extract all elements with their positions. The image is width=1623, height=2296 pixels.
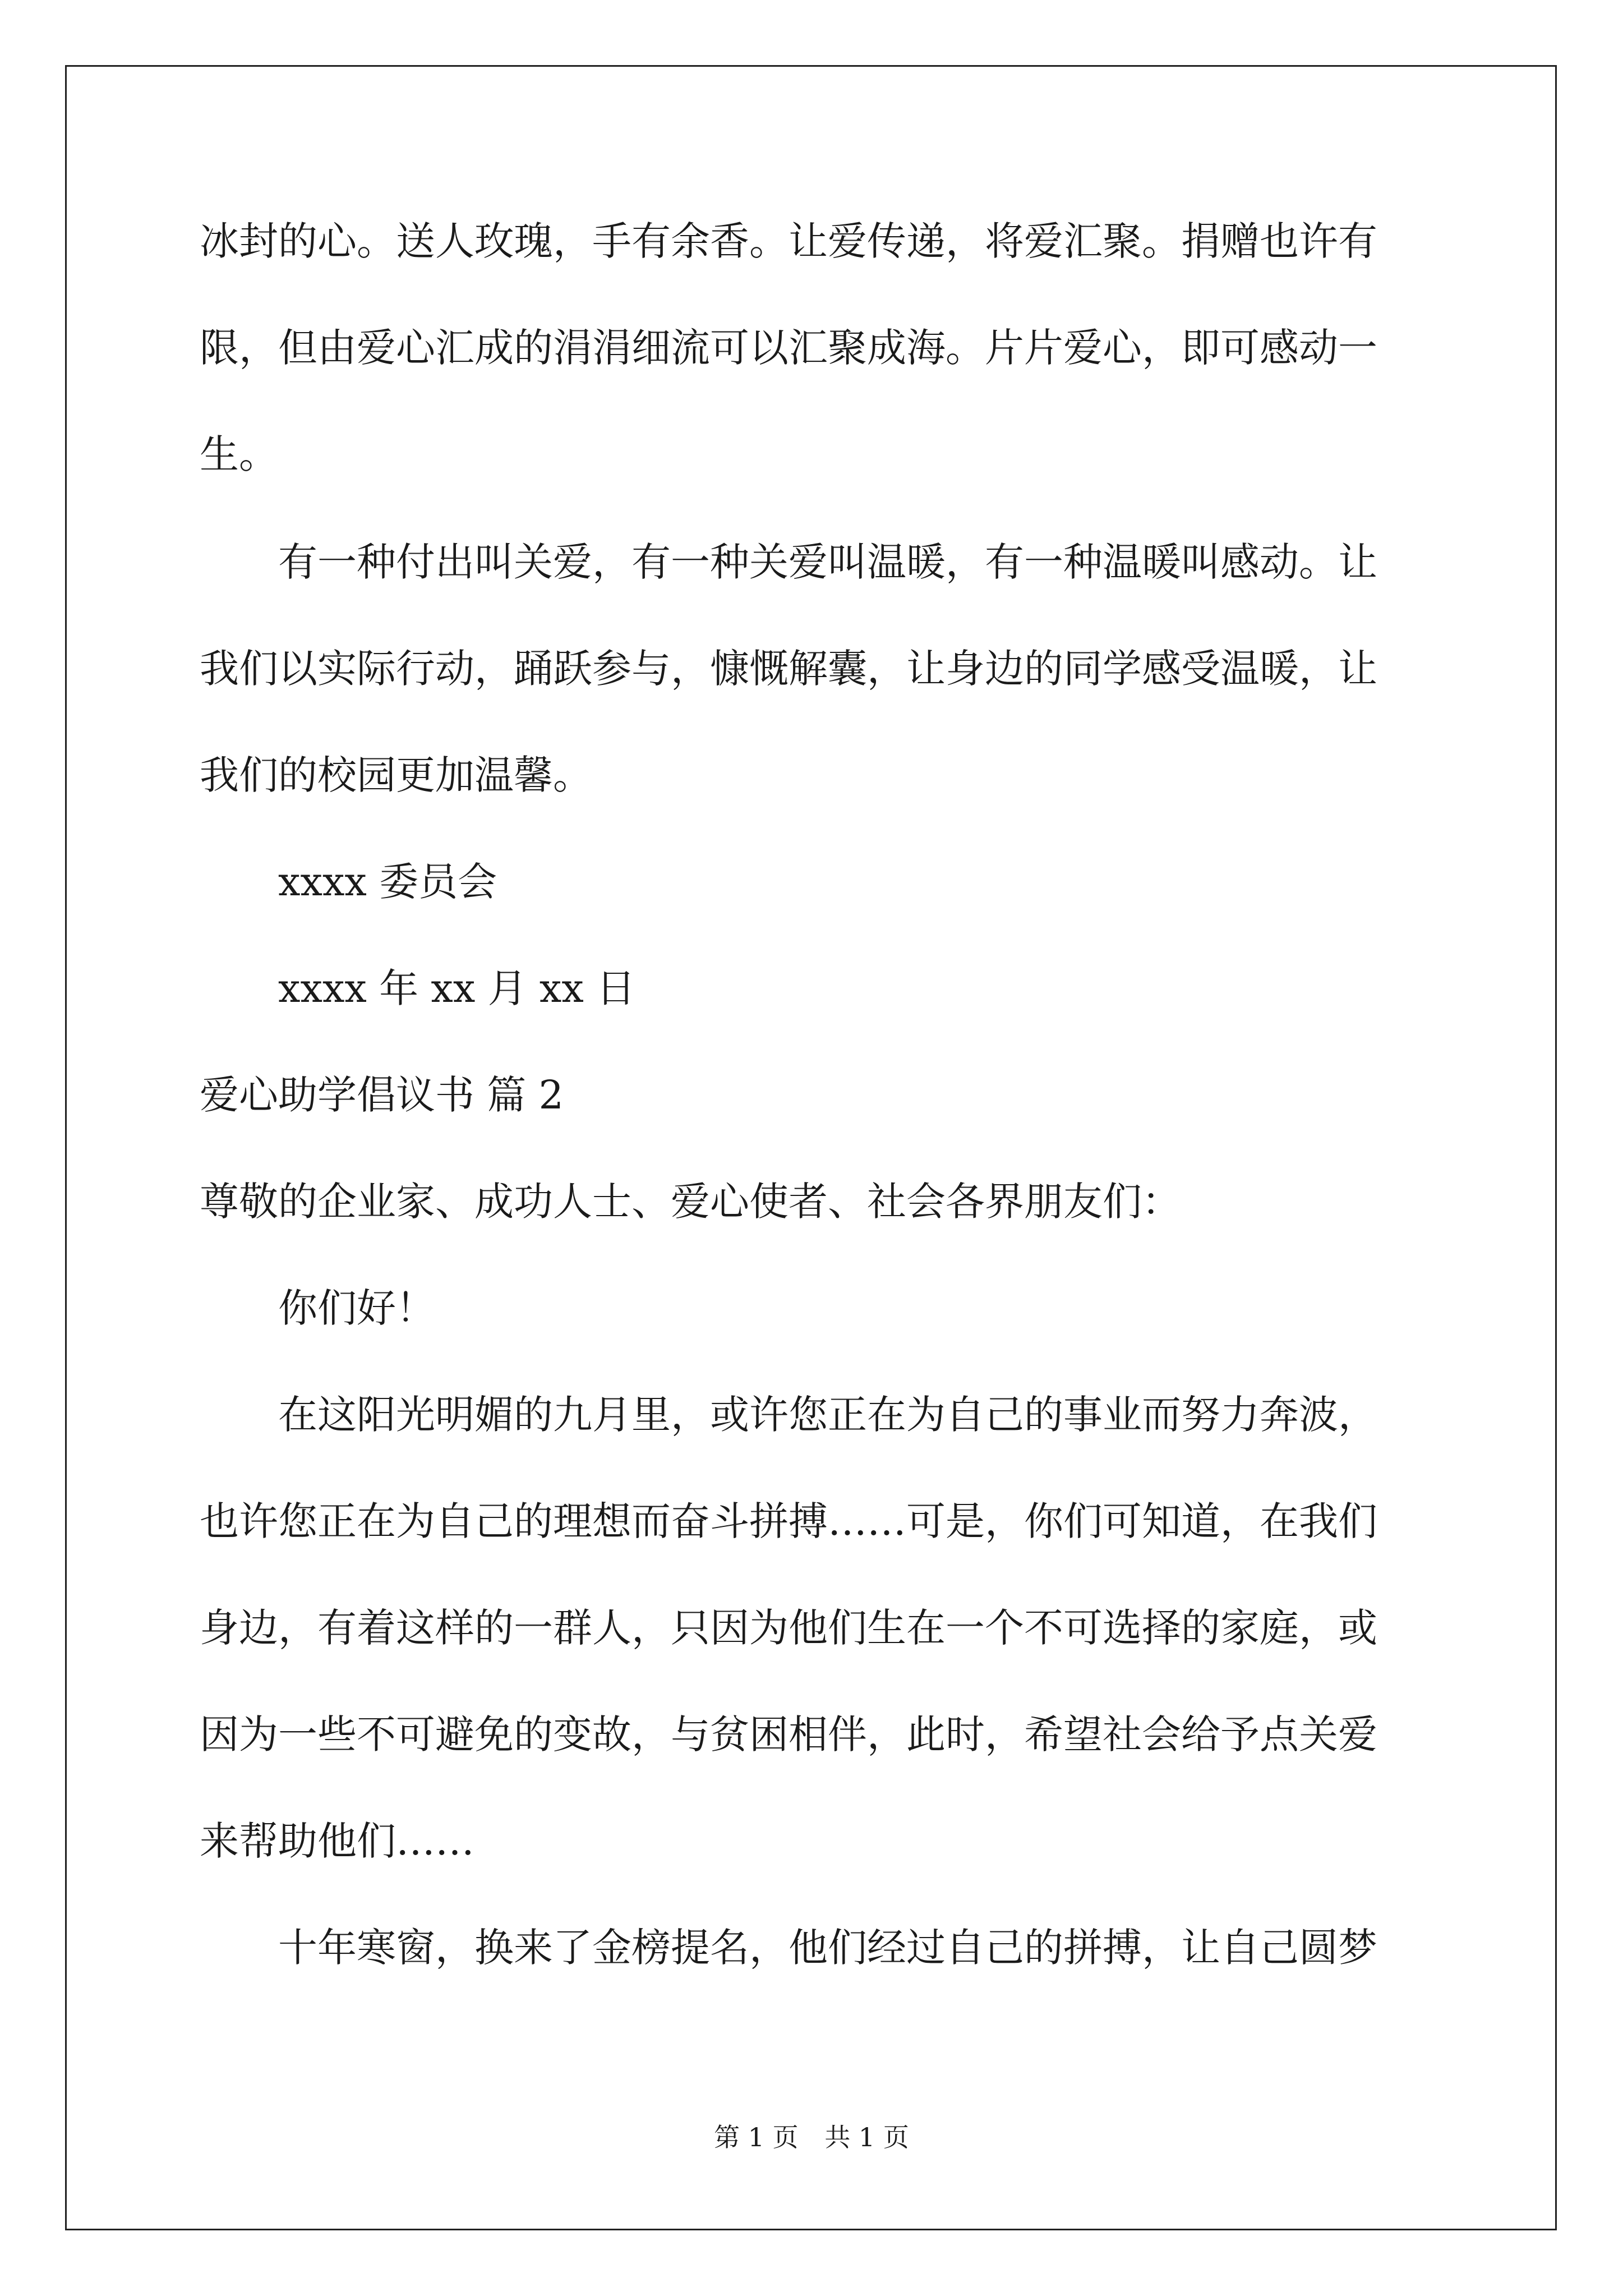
salutation: 尊敬的企业家、成功人士、爱心使者、社会各界朋友们： <box>200 1179 1181 1225</box>
paragraph-line: 来帮助他们…… <box>200 1818 474 1864</box>
paragraph-line: 在这阳光明媚的九月里，或许您正在为自己的事业而努力奔波， <box>278 1392 1377 1438</box>
paragraph-line: 我们的校园更加温馨。 <box>200 752 592 798</box>
section-title: 爱心助学倡议书 篇 2 <box>200 1072 564 1118</box>
paragraph-line: 限，但由爱心汇成的涓涓细流可以汇聚成海。片片爱心，即可感动一 <box>200 325 1377 371</box>
paragraph-line: 十年寒窗，换来了金榜提名，他们经过自己的拼搏，让自己圆梦 <box>278 1925 1377 1971</box>
greeting: 你们好！ <box>278 1285 435 1331</box>
page-number: 第 1 页 <box>714 2122 799 2152</box>
paragraph-line: 有一种付出叫关爱，有一种关爱叫温暖，有一种温暖叫感动。让 <box>278 539 1377 585</box>
page-total: 共 1 页 <box>824 2122 909 2152</box>
paragraph-line: 也许您正在为自己的理想而奋斗拼搏……可是，你们可知道，在我们 <box>200 1498 1377 1544</box>
signature-committee: xxxx 委员会 <box>278 859 497 905</box>
signature-date: xxxx 年 xx 月 xx 日 <box>278 965 636 1011</box>
paragraph-line: 因为一些不可避免的变故，与贫困相伴，此时，希望社会给予点关爱 <box>200 1711 1377 1757</box>
paragraph-line: 冰封的心。送人玫瑰，手有余香。让爱传递，将爱汇聚。捐赠也许有 <box>200 218 1377 264</box>
paragraph-line: 生。 <box>200 431 278 477</box>
page-footer <box>0 2120 1623 2154</box>
page-border <box>65 65 1557 2230</box>
paragraph-line: 身边，有着这样的一群人，只因为他们生在一个不可选择的家庭，或 <box>200 1605 1377 1651</box>
paragraph-line: 我们以实际行动，踊跃参与，慷慨解囊，让身边的同学感受温暖，让 <box>200 646 1377 692</box>
